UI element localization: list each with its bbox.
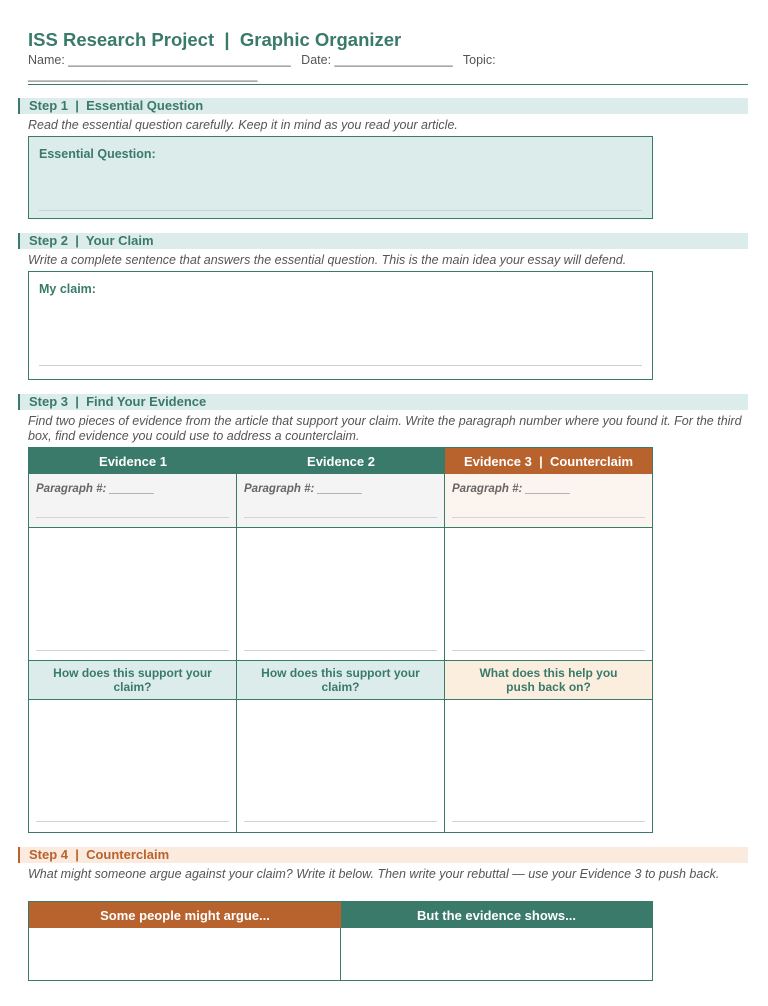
evidence-1-paragraph-label: Paragraph #: _______ bbox=[36, 483, 155, 495]
step3-instruction: Find two pieces of evidence from the article that support your claim. Write the paragraph number where you found it. For the third box, find evidence you could use to address a counterclaim. bbox=[28, 414, 742, 443]
claim-write-line bbox=[39, 365, 642, 366]
essential-question-label: Essential Question: bbox=[39, 147, 156, 161]
evidence-1-header: Evidence 1 bbox=[29, 448, 237, 474]
evidence-1-paragraph-line bbox=[36, 517, 229, 518]
claim-box[interactable] bbox=[28, 271, 653, 380]
evidence-1-question: How does this support your claim? bbox=[29, 661, 237, 699]
evidence-1-paragraph-cell[interactable] bbox=[29, 474, 237, 527]
step4-instruction: What might someone argue against your claim? Write it below. Then write your rebuttal — use your Evidence 3 to push back. bbox=[28, 867, 720, 881]
evidence-2-explain-line bbox=[244, 821, 437, 822]
essential-question-write-line bbox=[39, 210, 642, 211]
evidence-2-write-cell[interactable] bbox=[237, 528, 445, 660]
evidence-3-explain-cell[interactable] bbox=[445, 700, 652, 832]
step1-instruction: Read the essential question carefully. Keep it in mind as you read your article. bbox=[28, 118, 458, 132]
evidence-2-header: Evidence 2 bbox=[237, 448, 445, 474]
evidence-2-paragraph-line bbox=[244, 517, 437, 518]
step2-label: Step 2 | Your Claim bbox=[29, 233, 154, 248]
counterclaim-argue-cell[interactable] bbox=[29, 928, 341, 980]
counterclaim-argue-header: Some people might argue... bbox=[29, 902, 341, 928]
evidence-2-paragraph-label: Paragraph #: _______ bbox=[244, 483, 363, 495]
evidence-3-paragraph-line bbox=[452, 517, 645, 518]
name-date-topic-line[interactable]: Name: ________________________________ Date: _________________ Topic: bbox=[28, 53, 496, 67]
evidence-3-write-line bbox=[452, 650, 645, 651]
step2-header bbox=[18, 233, 748, 249]
counterclaim-table bbox=[28, 901, 653, 981]
evidence-2-explain-cell[interactable] bbox=[237, 700, 445, 832]
step1-label: Step 1 | Essential Question bbox=[29, 98, 204, 113]
step4-header bbox=[18, 847, 748, 863]
claim-label: My claim: bbox=[39, 282, 96, 296]
step4-label: Step 4 | Counterclaim bbox=[29, 847, 170, 862]
evidence-3-counterclaim-header: Evidence 3 | Counterclaim bbox=[445, 448, 652, 474]
evidence-3-paragraph-label: Paragraph #: _______ bbox=[452, 483, 571, 495]
header-divider bbox=[28, 84, 748, 85]
evidence-3-write-cell[interactable] bbox=[445, 528, 652, 660]
essential-question-box[interactable] bbox=[28, 136, 653, 219]
page-title: ISS Research Project | Graphic Organizer bbox=[28, 29, 402, 50]
evidence-1-write-line bbox=[36, 650, 229, 651]
evidence-2-write-line bbox=[244, 650, 437, 651]
evidence-1-write-cell[interactable] bbox=[29, 528, 237, 660]
evidence-table bbox=[28, 447, 653, 833]
evidence-1-explain-line bbox=[36, 821, 229, 822]
evidence-3-explain-line bbox=[452, 821, 645, 822]
evidence-1-explain-cell[interactable] bbox=[29, 700, 237, 832]
counterclaim-evidence-header: But the evidence shows... bbox=[341, 902, 652, 928]
evidence-2-paragraph-cell[interactable] bbox=[237, 474, 445, 527]
evidence-3-question: What does this help you push back on? bbox=[445, 661, 652, 699]
evidence-2-question: How does this support your claim? bbox=[237, 661, 445, 699]
step2-instruction: Write a complete sentence that answers the essential question. This is the main idea your essay will defend. bbox=[28, 253, 627, 267]
step3-header bbox=[18, 394, 748, 410]
step3-label: Step 3 | Find Your Evidence bbox=[29, 394, 207, 409]
topic-blank-line[interactable]: _________________________________ bbox=[28, 68, 258, 82]
evidence-3-paragraph-cell[interactable] bbox=[445, 474, 652, 527]
counterclaim-evidence-cell[interactable] bbox=[341, 928, 652, 980]
step1-header bbox=[18, 98, 748, 114]
